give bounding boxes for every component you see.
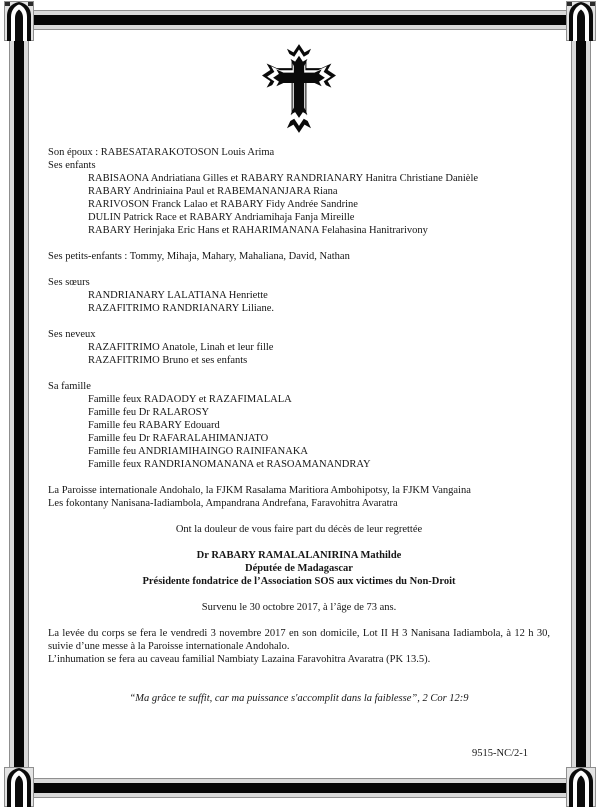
child-line: DULIN Patrick Race et RABARY Andriamihaja Fanja Mireille [88, 212, 355, 223]
family-line: Famille feu ANDRIAMIHAINGO RAINIFANAKA [88, 446, 308, 457]
family-header: Sa famille [48, 381, 91, 392]
family-line: Famille feux RANDRIANOMANANA et RASOAMANANDRAY [88, 459, 371, 470]
family-section [48, 146, 550, 237]
sister-line: RANDRIANARY LALATIANA Henriette [88, 290, 268, 301]
nephews-header: Ses neveux [48, 329, 96, 340]
nephews-section [48, 328, 550, 367]
announcement-line: Ont la douleur de vous faire part du décès de leur regrettée [175, 524, 423, 535]
frame-corner-ornament-icon [566, 767, 596, 807]
child-line: RABARY Andriniaina Paul et RABEMANANJARA Riana [88, 186, 338, 197]
scripture-quote: “Ma grâce te suffit, car ma puissance s'accomplit dans la faiblesse”, 2 Cor 12:9 [129, 693, 469, 704]
frame-band-bottom [32, 778, 568, 798]
frame-corner-ornament-icon [4, 1, 34, 41]
deceased-title: Présidente fondatrice de l’Association SOS aux victimes du Non-Droit [142, 576, 456, 587]
child-line: RABISAONA Andriatiana Gilles et RABARY RANDRIANARY Hanitra Christiane Danièle [88, 173, 479, 184]
family-line: Famille feu Dr RALAROSY [88, 407, 210, 418]
children-header: Ses enfants [48, 160, 96, 171]
frame-band-right [571, 36, 591, 772]
child-line: RARIVOSON Franck Lalao et RABARY Fidy Andrée Sandrine [88, 199, 358, 210]
frame-band-left [9, 36, 29, 772]
extended-family-section [48, 380, 550, 471]
latin-cross-icon [262, 44, 336, 133]
deceased-block [48, 549, 550, 588]
ceremony-section [48, 627, 550, 666]
family-line: Famille feux RADAODY et RAZAFIMALALA [88, 394, 292, 405]
death-date-line: Survenu le 30 octobre 2017, à l’âge de 73 ans. [201, 602, 397, 613]
spouse-line: Son époux : RABESATARAKOTOSON Louis Arima [48, 147, 275, 158]
parish-section [48, 484, 550, 510]
family-line: Famille feu RABARY Edouard [88, 420, 220, 431]
deceased-name: Dr RABARY RAMALALANIRINA Mathilde [196, 550, 402, 561]
burial-line: L’inhumation se fera au caveau familial Nambiaty Lazaina Faravohitra Avaratra (PK 13.5). [48, 654, 431, 665]
nephew-line: RAZAFITRIMO Anatole, Linah et leur fille [88, 342, 274, 353]
cross-container [48, 44, 550, 134]
document-body [48, 0, 550, 760]
grandchildren-line: Ses petits-enfants : Tommy, Mihaja, Mahary, Mahaliana, David, Nathan [48, 251, 350, 262]
deceased-title: Députée de Madagascar [245, 563, 353, 574]
family-line: Famille feu Dr RAFARALAHIMANJATO [88, 433, 269, 444]
parish-line: Les fokontany Nanisana-Iadiambola, Ampandrana Andrefana, Faravohitra Avaratra [48, 498, 398, 509]
sisters-section [48, 276, 550, 315]
sisters-header: Ses sœurs [48, 277, 90, 288]
frame-corner-ornament-icon [566, 1, 596, 41]
parish-line: La Paroisse internationale Andohalo, la FJKM Rasalama Maritiora Ambohipotsy, la FJKM Vangaina [48, 485, 471, 496]
sister-line: RAZAFITRIMO RANDRIANARY Liliane. [88, 303, 274, 314]
frame-corner-ornament-icon [4, 767, 34, 807]
reference-number: 9515-NC/2-1 [472, 748, 528, 759]
nephew-line: RAZAFITRIMO Bruno et ses enfants [88, 355, 248, 366]
ceremony-line: La levée du corps se fera le vendredi 3 novembre 2017 en son domicile, Lot II H 3 Nanisana Iadiambola, à 12 h 30, suivie d’une messe à la Paroisse internationale Andohalo. [48, 628, 550, 652]
child-line: RABARY Herinjaka Eric Hans et RAHARIMANANA Felahasina Hanitrarivony [88, 225, 428, 236]
